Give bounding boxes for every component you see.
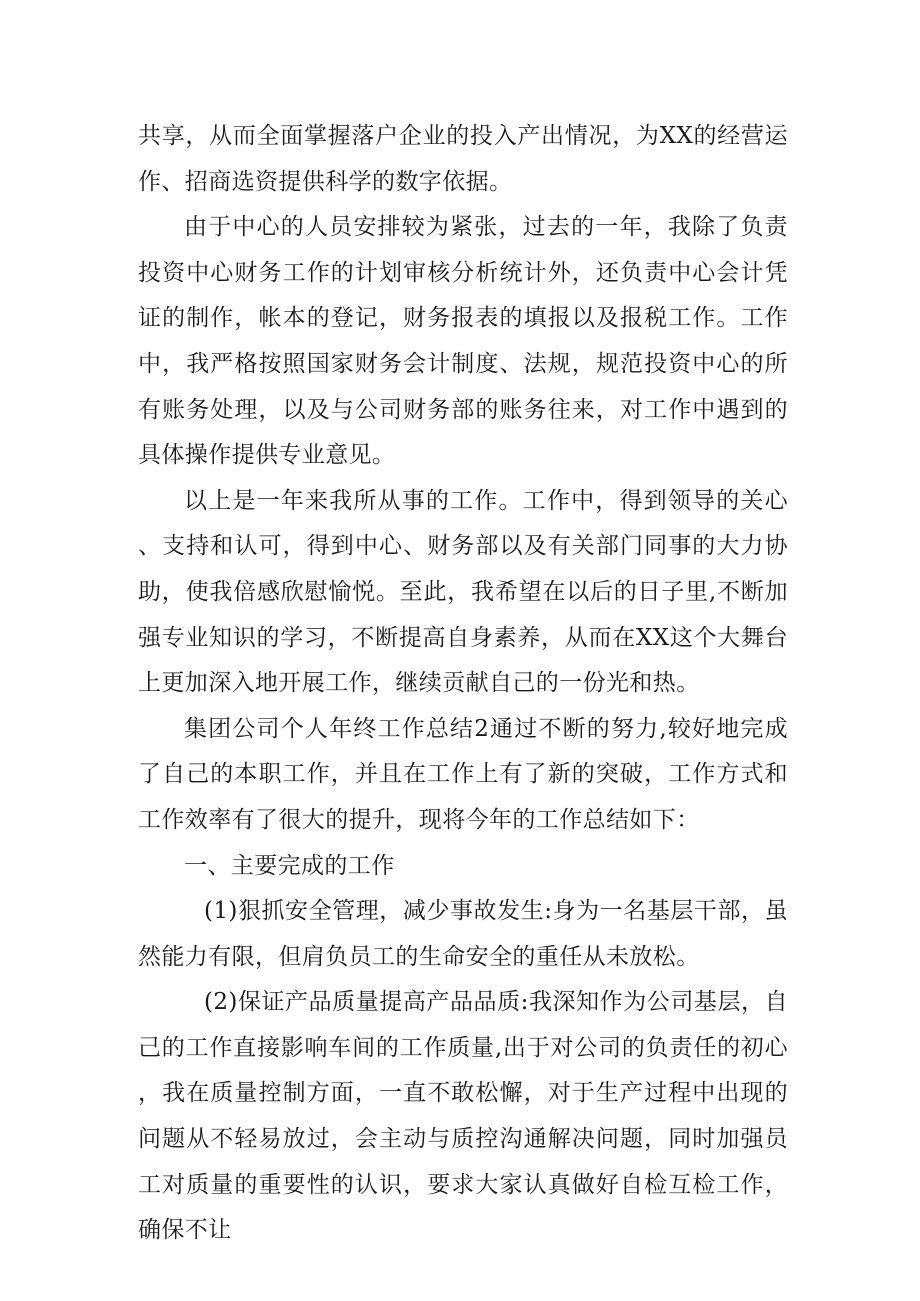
section-heading-main-work: 一、主要完成的工作 <box>184 852 395 879</box>
paragraph-1: 共享，从而全面掌握落户企业的投入产出情况，为XX的经营运作、招商选资提供科学的数字依据。 <box>138 123 788 195</box>
list-item-quality: (2)保证产品质量提高产品品质:我深知作为公司基层，自己的工作直接影响车间的工作质量,出于对公司的负责任的初心，我在质量控制方面，一直不敢松懈，对于生产过程中出现的问题从不轻易放过，会主动与质控沟通解决问题，同时加强员工对质量的重要性的认识，要求大家认真做好自检互检工作，确保不让 <box>138 989 788 1244</box>
document-body <box>138 114 788 1254</box>
paragraph-4: 集团公司个人年终工作总结2通过不断的努力,较好地完成了自己的本职工作，并且在工作上有了新的突破，工作方式和工作效率有了很大的提升，现将今年的工作总结如下： <box>138 715 788 833</box>
paragraph-3: 以上是一年来我所从事的工作。工作中，得到领导的关心、支持和认可，得到中心、财务部以及有关部门同事的大力协助，使我倍感欣慰愉悦。至此，我希望在以后的日子里,不断加强专业知识的学习，不断提高自身素养，从而在XX这个大舞台上更加深入地开展工作，继续贡献自己的一份光和热。 <box>138 487 788 697</box>
list-item-safety: (1)狠抓安全管理，减少事故发生:身为一名基层干部，虽然能力有限，但肩负员工的生命安全的重任从未放松。 <box>138 898 788 970</box>
paragraph-2: 由于中心的人员安排较为紧张，过去的一年，我除了负责投资中心财务工作的计划审核分析统计外，还负责中心会计凭证的制作，帐本的登记，财务报表的填报以及报税工作。工作中，我严格按照国家财务会计制度、法规，规范投资中心的所有账务处理，以及与公司财务部的账务往来，对工作中遇到的具体操作提供专业意见。 <box>138 214 788 469</box>
